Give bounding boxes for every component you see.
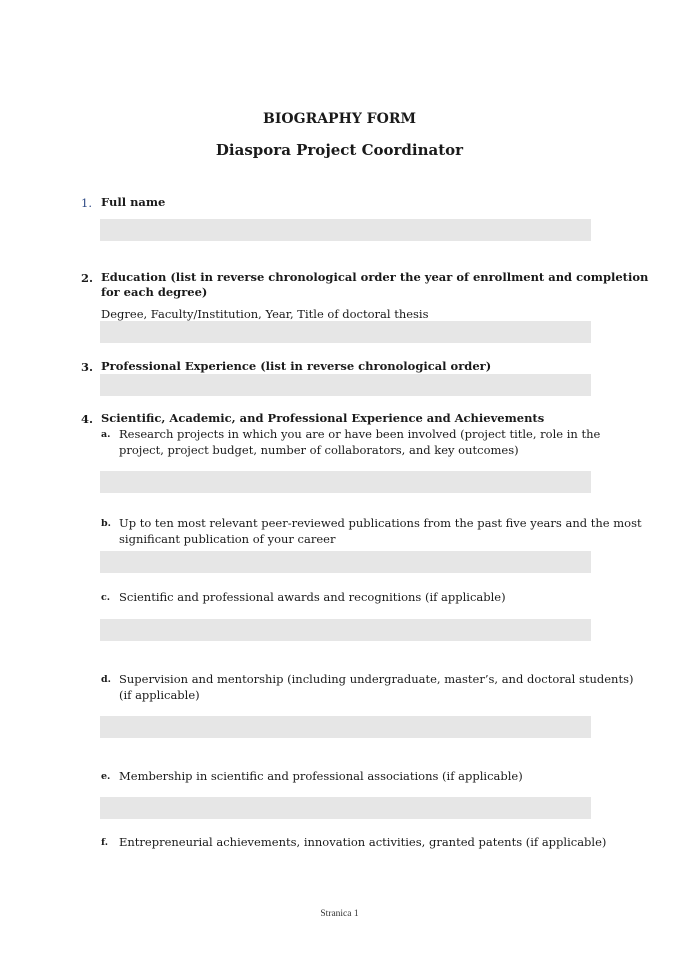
- page-number: Stranica 1: [320, 909, 359, 919]
- page-title: BIOGRAPHY FORM: [263, 111, 416, 127]
- section-number: 4.: [81, 412, 94, 426]
- subsection-letter: c.: [101, 592, 111, 603]
- section-heading-education: [101, 270, 649, 300]
- subsection-line: project, project budget, number of collaborators, and key outcomes): [119, 443, 519, 457]
- page-subtitle: Diaspora Project Coordinator: [215, 141, 464, 159]
- subsection-awards: Scientific and professional awards and recognitions (if applicable): [119, 590, 506, 604]
- publications-field[interactable]: [100, 551, 591, 573]
- subsection-memberships: Membership in scientific and professional associations (if applicable): [119, 769, 523, 783]
- full-name-field[interactable]: [100, 219, 591, 241]
- section-heading-line: Education (list in reverse chronological order the year of enrollment and completion: [101, 270, 649, 284]
- section-heading-line: for each degree): [101, 285, 208, 299]
- education-field[interactable]: [100, 321, 591, 343]
- awards-field[interactable]: [100, 619, 591, 641]
- section-heading-achievements: Scientific, Academic, and Professional Experience and Achievements: [101, 411, 545, 425]
- subsection-letter: b.: [101, 518, 111, 529]
- memberships-field[interactable]: [100, 797, 591, 819]
- subsection-letter: d.: [101, 674, 111, 685]
- subsection-line: Up to ten most relevant peer-reviewed publications from the past five years and the most: [119, 516, 642, 530]
- subsection-publications: [119, 515, 642, 547]
- subsection-line: Supervision and mentorship (including undergraduate, master’s, and doctoral students): [119, 672, 634, 686]
- section-heading-professional-experience: Professional Experience (list in reverse chronological order): [101, 359, 492, 373]
- section-heading-full-name: Full name: [101, 195, 166, 209]
- section-number: 1.: [81, 196, 92, 210]
- education-hint: Degree, Faculty/Institution, Year, Title of doctoral thesis: [101, 307, 429, 321]
- section-number: 2.: [81, 271, 94, 285]
- subsection-letter: f.: [101, 837, 109, 848]
- subsection-line: Research projects in which you are or have been involved (project title, role in the: [119, 427, 601, 441]
- subsection-letter: e.: [101, 771, 111, 782]
- subsection-entrepreneurial: Entrepreneurial achievements, innovation activities, granted patents (if applicable): [119, 835, 607, 849]
- professional-experience-field[interactable]: [100, 374, 591, 396]
- research-projects-field[interactable]: [100, 471, 591, 493]
- subsection-research-projects: [119, 426, 601, 458]
- subsection-line: (if applicable): [119, 688, 200, 702]
- section-number: 3.: [81, 360, 94, 374]
- subsection-letter: a.: [101, 429, 111, 440]
- subsection-supervision: [119, 671, 634, 703]
- supervision-field[interactable]: [100, 716, 591, 738]
- subsection-line: significant publication of your career: [119, 532, 336, 546]
